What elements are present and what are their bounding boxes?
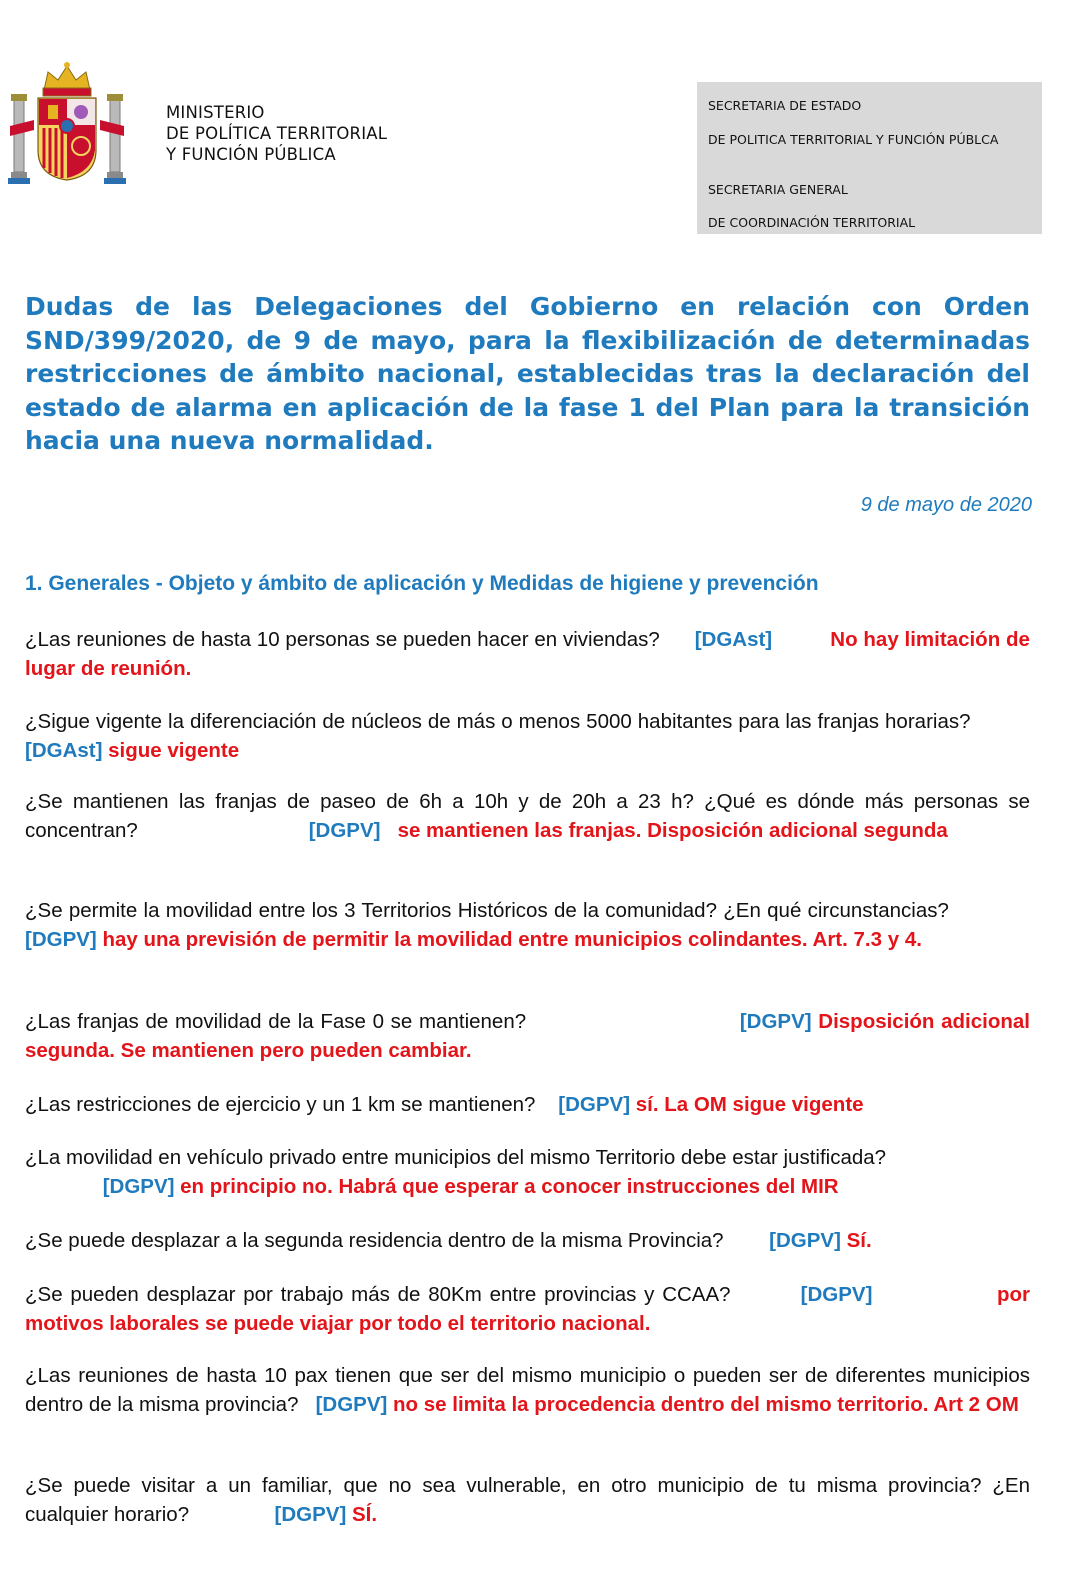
faq-item [25,788,1030,845]
faq-question: ¿Las reuniones de hasta 10 pax tienen que ser del mismo municipio o pueden ser de diferentes municipios dentro de la misma provincia? [25,1364,1030,1416]
faq-answer: no se limita la procedencia dentro del mismo territorio. Art 2 OM [393,1392,1019,1416]
faq-answer: No hay limitación de lugar de reunión. [25,628,1030,680]
faq-item [25,1008,1030,1065]
secretariat-line-4: DE COORDINACIÓN TERRITORIAL [708,215,916,230]
faq-item [25,897,1030,954]
secretariat-line-2: DE POLITICA TERRITORIAL Y FUNCIÓN PÚBLCA [708,132,999,147]
faq-source-tag: [DGPV] [558,1093,631,1116]
faq-source-tag: [DGPV] [274,1502,347,1526]
faq-question: ¿Se permite la movilidad entre los 3 Territorios Históricos de la comunidad? ¿En qué circunstancias? [25,899,949,922]
faq-question: ¿Las reuniones de hasta 10 personas se pueden hacer en viviendas? [25,628,660,651]
ministry-line-1: MINISTERIO [166,103,265,122]
faq-source-tag: [DGPV] [739,1010,812,1033]
faq-item [25,1281,1030,1338]
faq-question: ¿Se puede visitar a un familiar, que no sea vulnerable, en otro municipio de tu misma provincia? ¿En cualquier horario? [25,1474,1030,1526]
document-date: 9 de mayo de 2020 [860,494,1032,516]
faq-answer: hay una previsión de permitir la movilidad entre municipios colindantes. Art. 7.3 y 4. [102,927,922,951]
faq-item [25,708,1030,765]
faq-source-tag: [DGAst] [694,628,773,651]
faq-question: ¿La movilidad en vehículo privado entre municipios del mismo Territorio debe estar justificada? [25,1146,887,1169]
faq-item [25,1362,1030,1419]
ministry-line-3: Y FUNCIÓN PÚBLICA [166,145,336,164]
secretariat-line-1: SECRETARIA DE ESTADO [708,98,862,113]
faq-source-tag: [DGPV] [800,1283,873,1306]
faq-answer: Sí. [846,1229,872,1252]
faq-source-tag: [DGPV] [308,818,381,842]
faq-question: ¿Sigue vigente la diferenciación de núcleos de más o menos 5000 habitantes para las franjas horarias? [25,710,971,733]
faq-answer: por motivos laborales se puede viajar por todo el territorio nacional. [25,1283,1030,1335]
faq-source-tag: [DGPV] [315,1392,388,1416]
faq-item [25,626,1030,683]
faq-source-tag: [DGPV] [769,1229,841,1252]
document-title: Dudas de las Delegaciones del Gobierno en relación con Orden SND/399/2020, de 9 de mayo, para la flexibilización de determinadas restricciones de ámbito nacional, establecidas tras la declaración del estado de alarma en aplicación de la fase 1 del Plan para la transición hacia una nueva normalidad. [25,292,1030,455]
faq-question: ¿Se puede desplazar a la segunda residencia dentro de la misma Provincia? [25,1229,724,1252]
secretariat-box [697,82,1042,234]
faq-source-tag: [DGAst] [25,738,103,762]
section-heading: 1. Generales - Objeto y ámbito de aplicación y Medidas de higiene y prevención [25,572,819,595]
faq-item [25,1227,1030,1256]
faq-answer: SÍ. [352,1502,378,1526]
faq-answer: Disposición adicional segunda. Se mantienen pero pueden cambiar. [25,1010,1030,1062]
faq-question: ¿Se pueden desplazar por trabajo más de 80Km entre provincias y CCAA? [25,1283,731,1306]
faq-question: ¿Las restricciones de ejercicio y un 1 km se mantienen? [25,1093,536,1116]
faq-item [25,1472,1030,1529]
faq-source-tag: [DGPV] [25,927,97,951]
secretariat-line-3: SECRETARIA GENERAL [708,182,848,197]
ministry-name [166,102,387,165]
faq-answer: sigue vigente [108,738,240,762]
faq-source-tag: [DGPV] [102,1174,175,1198]
faq-answer: sí. La OM sigue vigente [635,1093,864,1116]
faq-item [25,1091,1030,1120]
faq-answer: en principio no. Habrá que esperar a conocer instrucciones del MIR [180,1174,839,1198]
ministry-line-2: DE POLÍTICA TERRITORIAL [166,124,388,143]
faq-answer: se mantienen las franjas. Disposición adicional segunda [397,818,948,842]
faq-question: ¿Las franjas de movilidad de la Fase 0 se mantienen? [25,1010,527,1033]
faq-question: ¿Se mantienen las franjas de paseo de 6h a 10h y de 20h a 23 h? ¿Qué es dónde más personas se concentran? [25,790,1030,842]
coat-of-arms-logo [8,60,126,188]
faq-item [25,1144,1030,1201]
